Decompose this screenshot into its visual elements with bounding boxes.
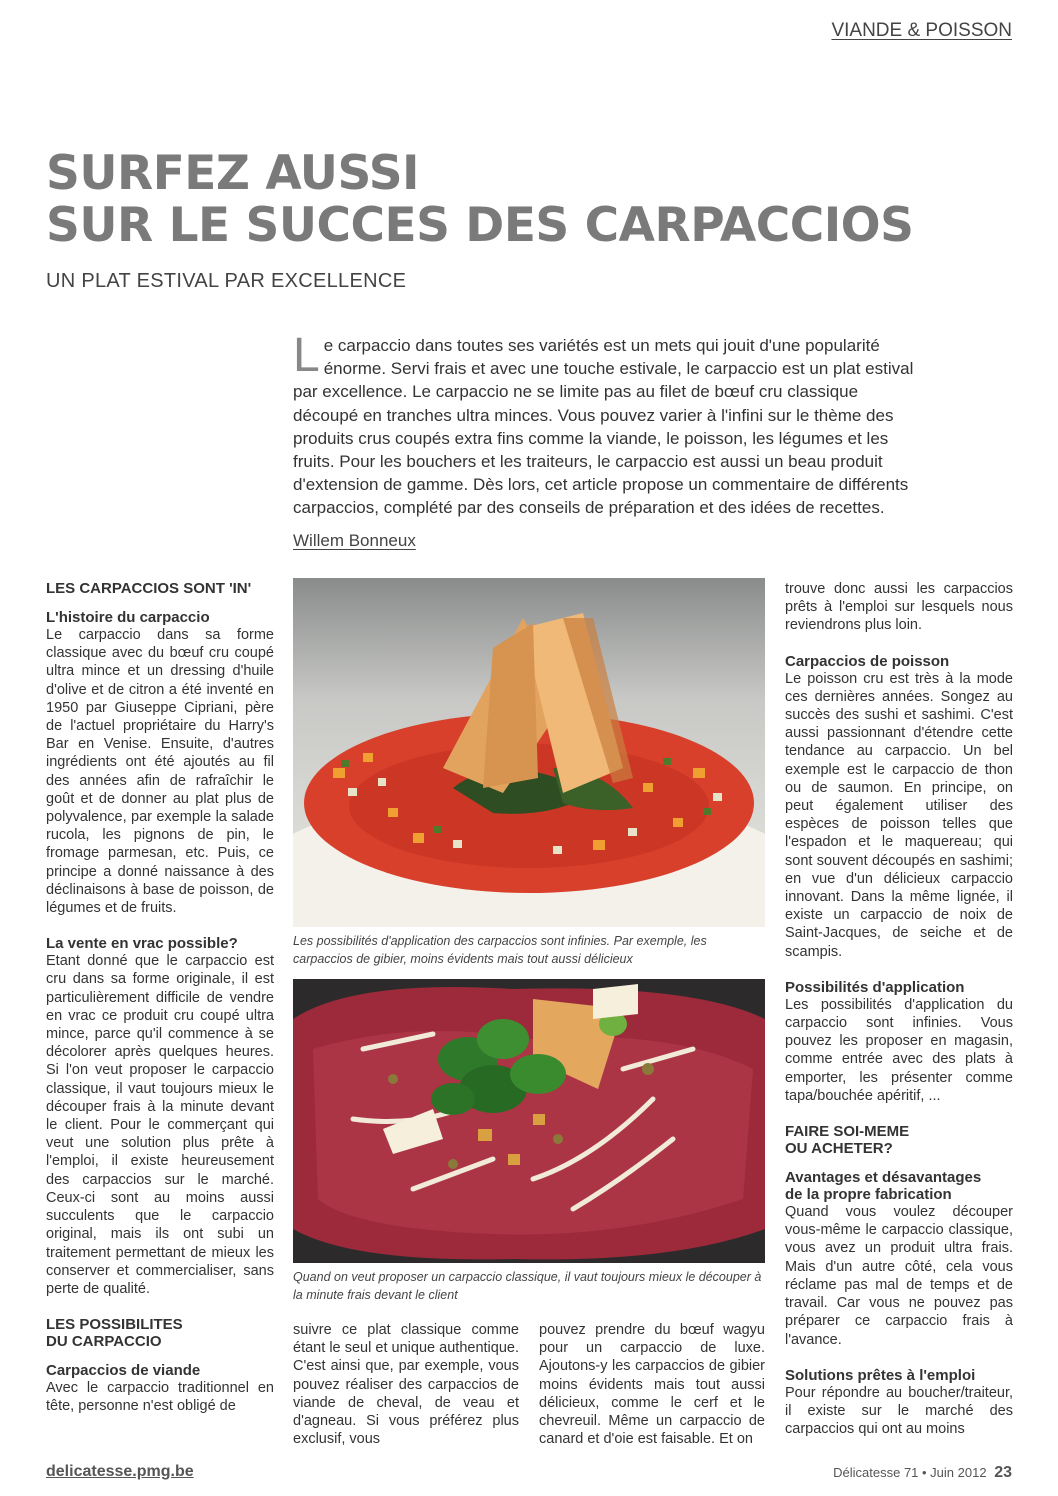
heading-faire-l1: FAIRE SOI-MEME	[785, 1123, 910, 1141]
paragraph-col2: suivre ce plat classique comme étant le seul et unique authentique. C'est ainsi que, par exemple, vous pouvez réaliser des carpaccios de viande de cheval, de veau et d'agneau. Si vous préférez plus exclusif, vous	[293, 1322, 519, 1448]
section-tag[interactable]: VIANDE & POISSON	[831, 20, 1012, 41]
intro-text: e carpaccio dans toutes ses variétés est un mets qui jouit d'une popularité énorme. Servi frais et avec une touche estivale, le carpaccio est un plat estival par excellence. Le carpaccio ne se limite pas au filet de bœuf cru classique découpé en tranches ultra minces. Vous pouvez varier à l'infini sur le thème des produits crus coupés extra fins comme la viande, le poisson, les légumes et les fruits. Pour les bouchers et les traiteurs, le carpaccio est aussi un beau produit d'extension de gamme. Dès lors, cet article propose un commentaire de différents carpaccios, complété par des conseils de préparation et des idées de recettes.	[293, 336, 914, 518]
paragraph-poisson: Le poisson cru est très à la mode ces dernières années. Songez au succès des sushi et sashimi. C'est aussi passionnant d'étendre cette tendance au carpaccio. Un bel exemple est le carpaccio de thon ou de saumon. En principe, on peut également utiliser des espèces de poisson telles que l'espadon et le maquereau; qui sont souvent découpés en sashimi; en vue d'un délicieux carpaccio innovant. Dans la même lignée, il existe un carpaccio de noix de Saint-Jacques, de seiche et de scampis.	[785, 670, 1013, 960]
footer-website-link[interactable]: delicatesse.pmg.be	[46, 1463, 194, 1480]
column-1	[46, 580, 274, 1416]
paragraph-viande: Avec le carpaccio traditionnel en tête, personne n'est obligé de	[46, 1380, 274, 1415]
column-2-bottom	[293, 1321, 519, 1448]
caption-photo-2: Quand on veut proposer un carpaccio classique, il vaut toujours mieux le découper à la minute frais devant le client	[293, 1270, 762, 1302]
column-3-bottom	[539, 1321, 765, 1448]
photo-1-image	[293, 578, 765, 927]
page-number: 23	[994, 1464, 1012, 1481]
photo-carpaccio-gibier	[293, 578, 765, 927]
heading-viande: Carpaccios de viande	[46, 1362, 201, 1380]
paragraph-solutions: Pour répondre au boucher/traiteur, il existe sur le marché des carpaccios qui ont au moins	[785, 1384, 1013, 1438]
article-subtitle: UN PLAT ESTIVAL PAR EXCELLENCE	[46, 270, 407, 292]
heading-avantages-l1: Avantages et désavantages	[785, 1169, 982, 1187]
heading-faire-l2: OU ACHETER?	[785, 1140, 893, 1158]
author-name[interactable]: Willem Bonneux	[293, 531, 416, 550]
heading-vente-vrac: La vente en vrac possible?	[46, 935, 238, 953]
column-4	[785, 580, 1013, 1438]
paragraph-avantages: Quand vous voulez découper vous-même le carpaccio classique, vous avez un produit ultra frais. Mais d'un autre côté, cela vous réclame pas mal de temps et de travail. Car vous ne pouvez pas préparer ce carpaccio frais à l'avance.	[785, 1204, 1013, 1348]
caption-photo-1: Les possibilités d'application des carpaccios sont infinies. Par exemple, les carpaccios de gibier, moins évidents mais tout aussi délicieux	[293, 934, 707, 966]
paragraph-col4-top: trouve donc aussi les carpaccios prêts à l'emploi sur lesquels nous reviendrons plus loin.	[785, 581, 1013, 634]
heading-possibilites-l1: LES POSSIBILITES	[46, 1316, 183, 1334]
article-title	[46, 148, 913, 252]
title-line-2: SUR LE SUCCES DES CARPACCIOS	[46, 198, 914, 253]
heading-solutions: Solutions prêtes à l'emploi	[785, 1366, 976, 1384]
drop-cap: L	[293, 329, 320, 382]
heading-possibilites-l2: DU CARPACCIO	[46, 1333, 162, 1351]
title-line-1: SURFEZ AUSSI	[46, 146, 420, 201]
photo-2-image	[293, 979, 765, 1263]
paragraph-vente-vrac: Etant donné que le carpaccio est cru dans sa forme originale, il est particulièrement difficile de vendre en vrac ce produit cru coupé ultra mince, parce qu'il commence à se décolorer après quelques heures. Si l'on veut proposer le carpaccio classique, il vaut toujours mieux le découper frais à la minute devant le client. Pour le commerçant qui veut une solution plus prête à l'emploi, il existe heureusement des carpaccios sur le marché. Ceux-ci sont au moins aussi succulents que le carpaccio original, mais ils ont subi un traitement permettant de mieux les conserver et commercialiser, sans perte de qualité.	[46, 953, 274, 1297]
heading-histoire: L'histoire du carpaccio	[46, 609, 210, 626]
paragraph-histoire: Le carpaccio dans sa forme classique avec du bœuf cru coupé ultra mince et un dressing d'huile d'olive et de citron a été inventé en 1950 par Giuseppe Cipriani, père de l'actuel propriétaire du Harry's Bar en Venise. Ensuite, d'autres ingrédients ont été ajoutés au fil des années afin de rafraîchir le goût et de donner au plat plus de polyvalence, par exemple la salade rucola, les pignons de pin, le fromage parmesan, etc. Puis, ce principe a donné naissance à des déclinaisons à base de poisson, de légumes et de fruits.	[46, 627, 274, 917]
heading-poisson: Carpaccios de poisson	[785, 652, 950, 670]
intro-paragraph	[293, 329, 923, 520]
paragraph-col3: pouvez prendre du bœuf wagyu pour un carpaccio de luxe. Ajoutons-y les carpaccios de gibier moins évidents mais tout aussi délicieux, comme le cerf et le chevreuil. Même un carpaccio de canard et d'oie est faisable. Et on	[539, 1322, 765, 1448]
heading-avantages-l2: de la propre fabrication	[785, 1186, 952, 1204]
heading-carpaccios-in: LES CARPACCIOS SONT 'IN'	[46, 580, 252, 597]
photo-carpaccio-classique	[293, 979, 765, 1263]
heading-application: Possibilités d'application	[785, 978, 965, 996]
footer-issue-text: Délicatesse 71 • Juin 2012	[833, 1465, 987, 1480]
footer-issue	[833, 1464, 1012, 1482]
paragraph-application: Les possibilités d'application du carpaccio sont infinies. Vous pouvez les proposer en magasin, comme entrée avec des plats à emporter, les présenter comme tapa/bouchée apéritif, ...	[785, 996, 1013, 1104]
